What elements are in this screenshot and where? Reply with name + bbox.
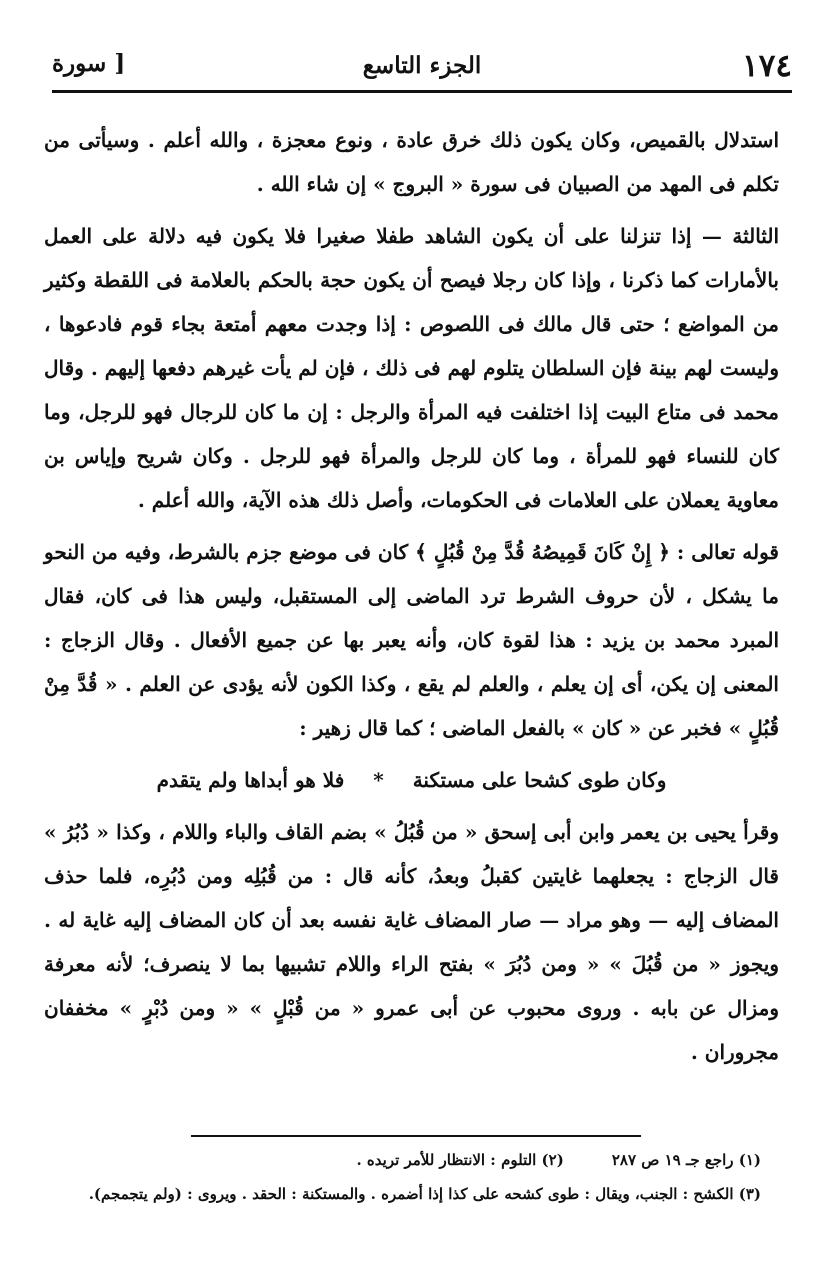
verse-second-hemistich: فلا هو أبداها ولم يتقدم (156, 768, 345, 792)
main-text (44, 118, 779, 1082)
footnotes (36, 1143, 761, 1211)
running-title: الجزء التاسع (362, 52, 482, 79)
footnote-1: (١) راجع جـ ١٩ ص ٢٨٧ (611, 1151, 761, 1169)
footnote-3: (٣) الكشح : الجنب، ويقال : طوى كشحه على كذا إذا أضمره . والمستكنة : الحقد . ويروى : (ولم يتجمجم). (88, 1185, 761, 1203)
verse-first-hemistich: وكان طوى كشحا على مستكنة (412, 768, 667, 792)
paragraph-intro: استدلال بالقميص، وكان يكون ذلك خرق عادة ، ونوع معجزة ، والله أعلم . وسيأتى من تكلم فى المهد من الصبيان فى سورة « البروج » إن شاء الله . (44, 128, 779, 196)
footnote-line-1 (36, 1143, 761, 1177)
footnote-divider (191, 1135, 641, 1137)
page-header (52, 40, 792, 93)
surah-title: [ سورة (52, 50, 126, 77)
page-number: ١٧٤ (742, 48, 792, 84)
poetry-verse (44, 758, 779, 802)
paragraph-third-point: الثالثة — إذا تنزلنا على أن يكون الشاهد طفلا صغيرا فلا يكون فيه دلالة على العمل بالأمارات كما ذكرنا ، وإذا كان رجلا فيصح أن يكون حجة بالحكم بالعلامة فى اللقطة وكثير من المواضع ؛ حتى قال مالك فى اللصوص : إذا وجدت معهم أمتعة بجاء قوم فادعوها ، وليست لهم بينة فإن السلطان يتلوم لهم فى ذلك ، فإن لم يأت غيرهم دفعها إليهم . وقال محمد فى متاع البيت إذا اختلفت فيه المرأة والرجل : إن ما كان للرجال فهو للرجل، وما كان للنساء فهو للمرأة ، وما كان للرجل والمرأة فهو للرجل . وكان شريح وإياس بن معاوية يعملان على العلامات فى الحكومات، وأصل ذلك هذه الآية، والله أعلم . (44, 224, 779, 512)
verse-separator: * (373, 768, 384, 792)
paragraph-readings: وقرأ يحيى بن يعمر وابن أبى إسحق « من قُبُلُ » بضم القاف والباء واللام ، وكذا « دُبُرُ » قال الزجاج : يجعلهما غايتين كقبلُ وبعدُ، كأنه قال : من قُبُلِه ومن دُبُرِه، فلما حذف المضاف إليه — وهو مراد — صار المضاف غاية نفسه بعد أن كان المضاف إليه غاية له . ويجوز « من قُبُلَ » « ومن دُبُرَ » بفتح الراء واللام تشبيها بما لا ينصرف؛ لأنه معرفة ومزال عن بابه . وروى محبوب عن أبى عمرو « من قُبْلٍ » « ومن دُبْرٍ » مخففان مجروران . (44, 820, 779, 1064)
paragraph-verse-commentary: قوله تعالى : ﴿ إِنْ كَانَ قَمِيصُهُ قُدَّ مِنْ قُبُلٍ ﴾ كان فى موضع جزم بالشرط، وفيه من النحو ما يشكل ، لأن حروف الشرط ترد الماضى إلى المستقبل، وليس هذا فى كان، فقال المبرد محمد بن يزيد : هذا لقوة كان، وأنه يعبر بها عن جميع الأفعال . وقال الزجاج : المعنى إن يكن، أى إن يعلم ، والعلم لم يقع ، وكذا الكون لأنه يؤدى عن العلم . « قُدَّ مِنْ قُبُلٍ » فخبر عن « كان » بالفعل الماضى ؛ كما قال زهير : (44, 540, 779, 740)
footnote-2: (٢) التلوم : الانتظار للأمر تريده . (356, 1151, 564, 1169)
